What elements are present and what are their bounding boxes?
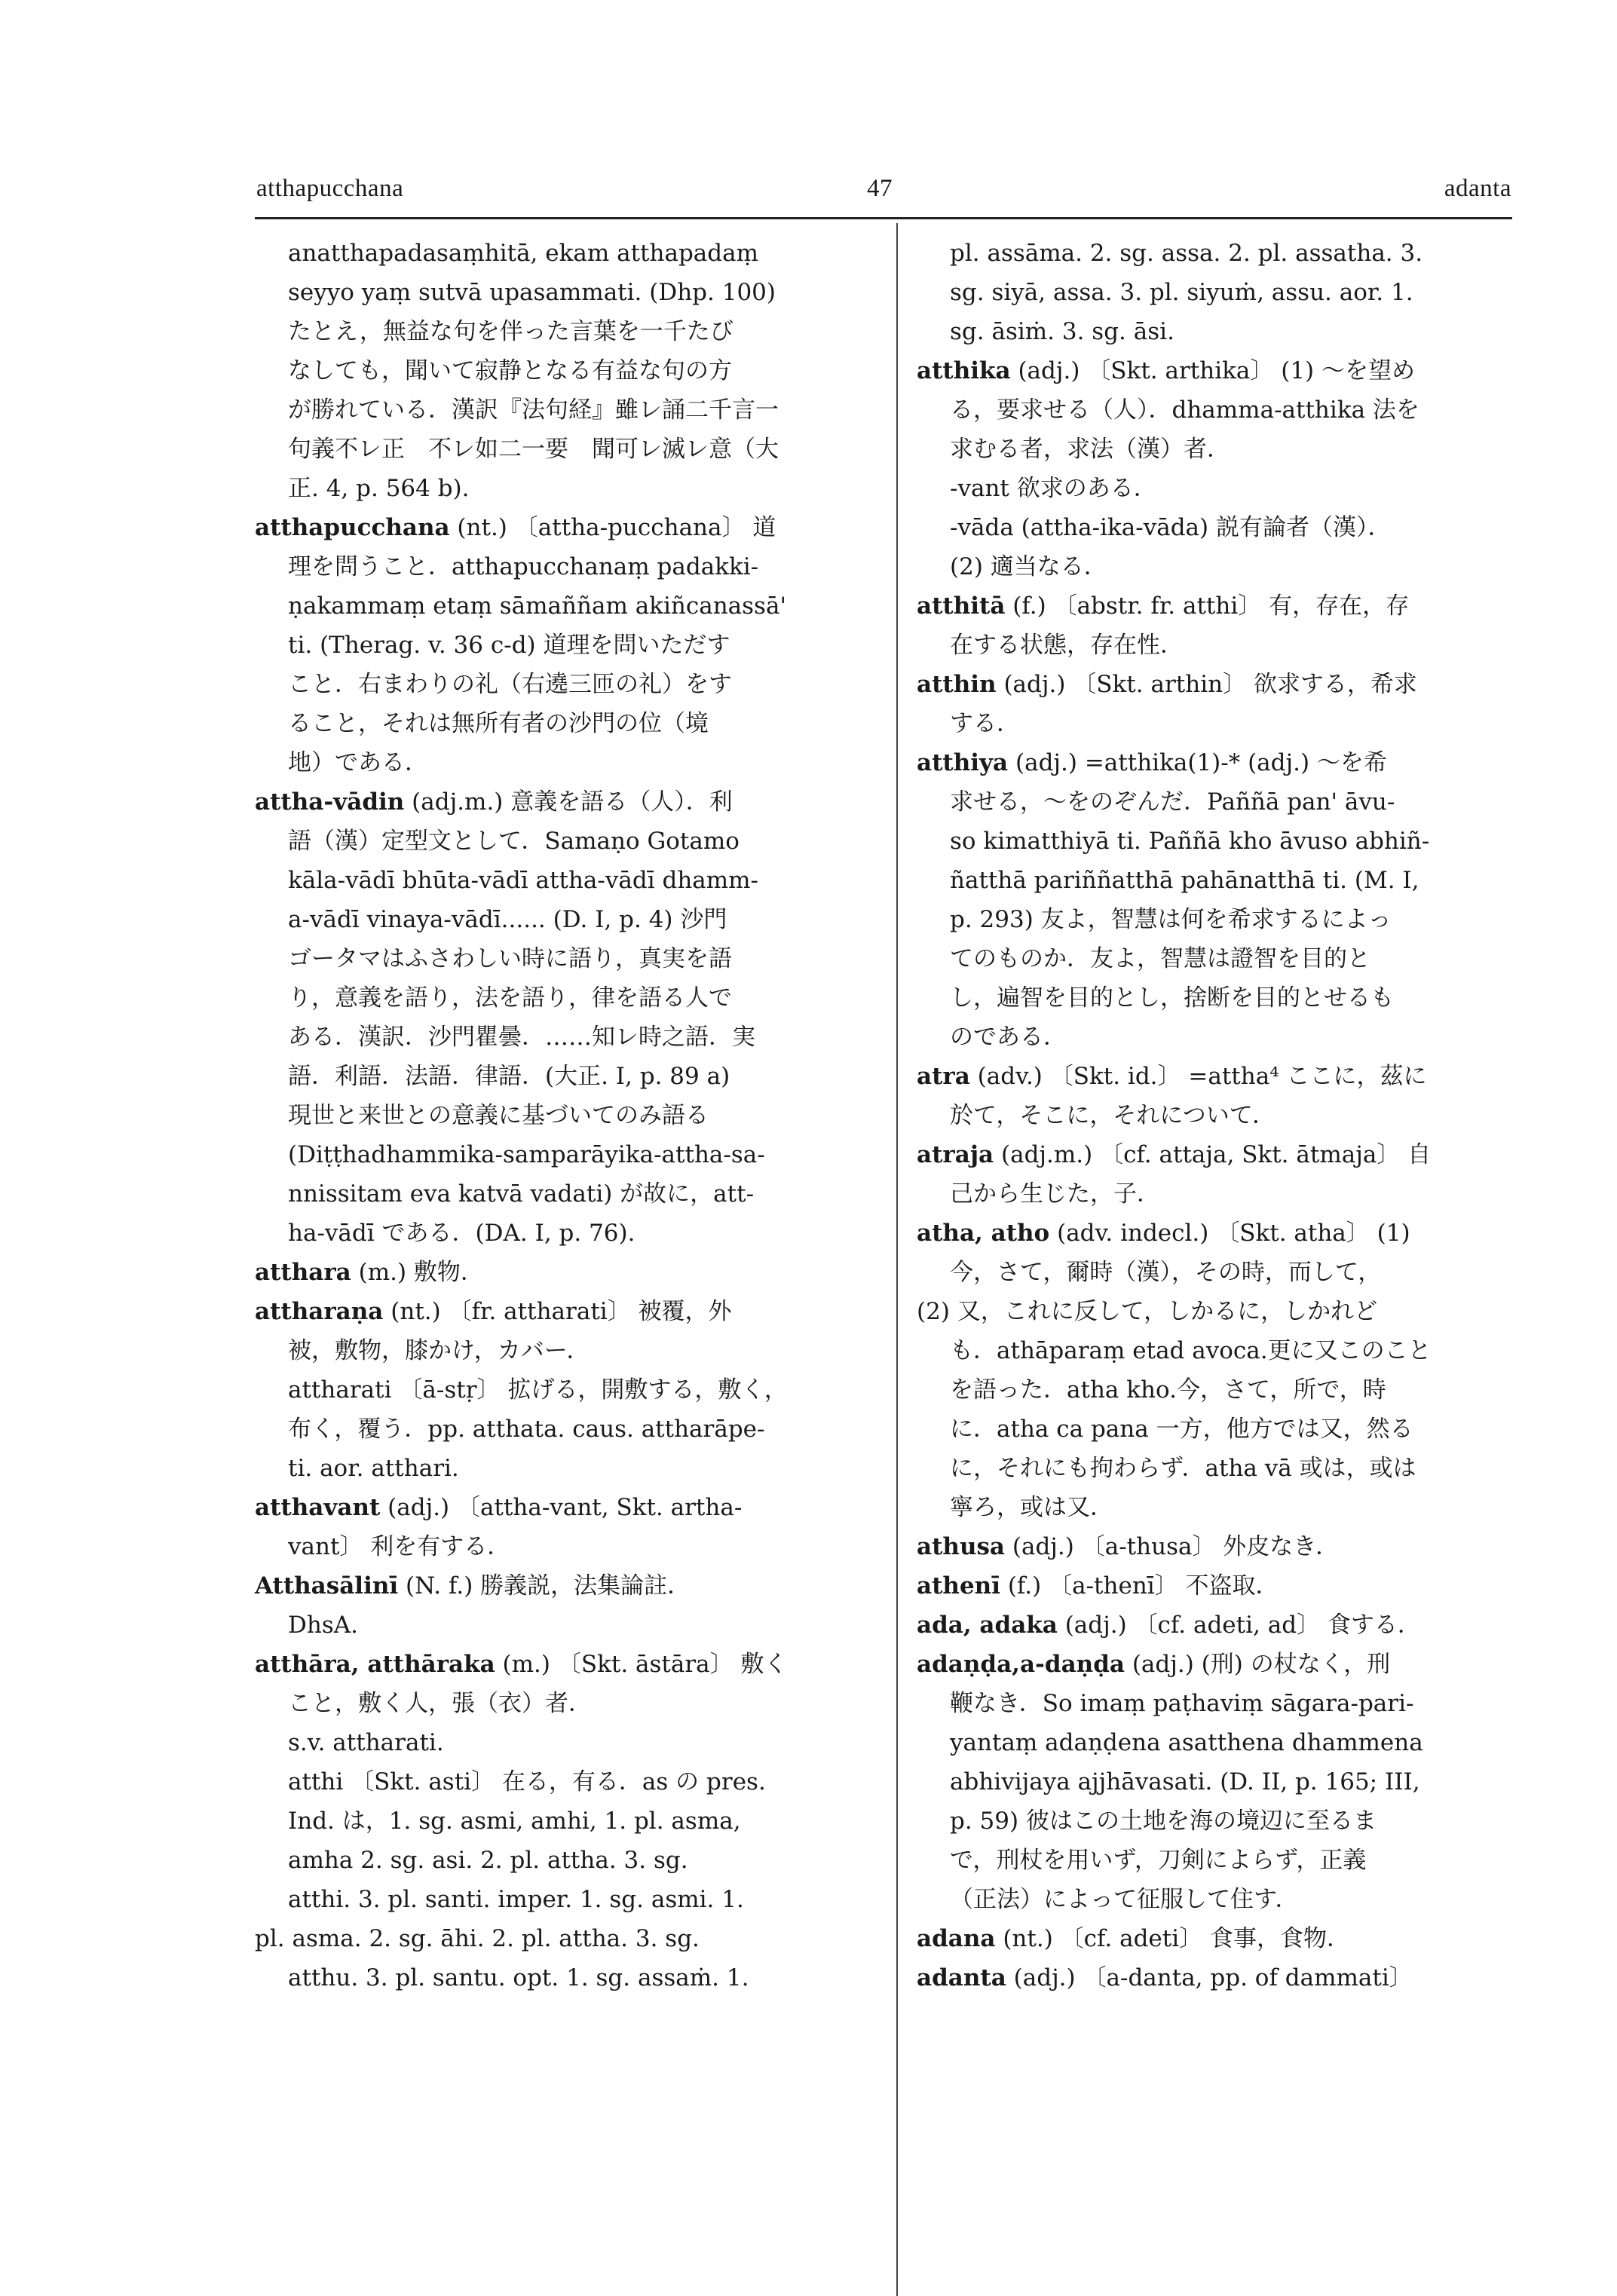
dictionary-line: so kimatthiyā ti. Paññā kho āvuso abhiñ-: [950, 828, 1430, 855]
dictionary-line: atthu. 3. pl. santu. opt. 1. sg. assaṁ. 1.: [288, 1964, 749, 1991]
dictionary-line: atthapucchana (nt.) 〔attha-pucchana〕 道: [255, 514, 776, 541]
dictionary-line: 句義不レ正 不レ如二一要 聞可レ滅レ意（大: [288, 436, 779, 463]
dictionary-line: てのものか．友よ，智慧は證智を目的と: [950, 945, 1370, 972]
headword: atthāra, atthāraka: [255, 1651, 495, 1678]
dictionary-line: p. 293) 友よ，智慧は何を希求するによっ: [950, 906, 1392, 933]
dictionary-line: p. 59) 彼はこの土地を海の境辺に至るま: [950, 1808, 1377, 1835]
dictionary-line: atthika (adj.) 〔Skt. arthika〕 (1) ～を望め: [917, 357, 1416, 384]
headword: attharaṇa: [255, 1298, 384, 1325]
headword: attha-vādin: [255, 788, 405, 816]
dictionary-line: nnissitam eva katvā vadati) が故に，att-: [288, 1180, 755, 1208]
dictionary-line: anatthapadasaṃhitā, ekam atthapadaṃ: [288, 240, 759, 267]
headword: ada, adaka: [917, 1612, 1058, 1639]
headword: adanta: [917, 1964, 1006, 1991]
dictionary-line: する．: [950, 710, 1020, 737]
dictionary-line: (2) 適当なる．: [950, 553, 1107, 580]
dictionary-line: a-vādī vinaya-vādī...... (D. I, p. 4) 沙門: [288, 906, 727, 933]
headword: atthitā: [917, 592, 1006, 620]
dictionary-line: -vāda (attha-ika-vāda) 説有論者（漢）．: [950, 514, 1392, 541]
dictionary-line: 於て，そこに，それについて．: [950, 1102, 1276, 1129]
dictionary-line: に，それにも拘わらず．atha vā 或は，或は: [950, 1455, 1416, 1482]
dictionary-line: seyyo yaṃ sutvā upasammati. (Dhp. 100): [288, 279, 776, 306]
headword: atthapucchana: [255, 514, 450, 541]
dictionary-line: のである．: [950, 1024, 1067, 1051]
dictionary-line: 理を問うこと．atthapucchanaṃ padakki-: [288, 553, 759, 580]
dictionary-line: kāla-vādī bhūta-vādī attha-vādī dhamm-: [288, 867, 759, 894]
headword: atthika: [917, 357, 1011, 384]
running-head-left: atthapucchana: [256, 175, 404, 202]
dictionary-line: attharaṇa (nt.) 〔fr. attharati〕 被覆，外: [255, 1298, 732, 1325]
header-rule: [255, 217, 1512, 219]
dictionary-line: る，要求せる（人）．dhamma-atthika 法を: [950, 396, 1419, 424]
dictionary-line: ti. aor. atthari.: [288, 1455, 459, 1482]
dictionary-line: ti. (Therag. v. 36 c-d) 道理を問いただす: [288, 632, 730, 659]
dictionary-line: atthāra, atthāraka (m.) 〔Skt. āstāra〕 敷く: [255, 1651, 788, 1678]
dictionary-line: に．atha ca pana 一方，他方では又，然る: [950, 1416, 1413, 1443]
dictionary-line: なしても，聞いて寂静となる有益な句の方: [288, 357, 732, 384]
dictionary-line: athenī (f.) 〔a-thenī〕 不盗取．: [917, 1572, 1279, 1600]
dictionary-line: atthara (m.) 敷物．: [255, 1259, 484, 1286]
dictionary-line: り，意義を語り，法を語り，律を語る人で: [288, 984, 732, 1012]
dictionary-line: atthitā (f.) 〔abstr. fr. atthi〕 有，存在，存: [917, 592, 1410, 620]
dictionary-line: ること，それは無所有者の沙門の位（境: [288, 710, 709, 737]
dictionary-line: ha-vādī である．(DA. I, p. 76).: [288, 1220, 635, 1247]
dictionary-line: こと．右まわりの礼（右遶三匝の礼）をす: [288, 671, 732, 698]
dictionary-line: (2) 又，これに反して，しかるに，しかれど: [917, 1298, 1378, 1325]
dictionary-line: 語．利語．法語．律語．(大正. I, p. 89 a): [288, 1063, 730, 1090]
dictionary-line: 寧ろ，或は又．: [950, 1494, 1113, 1521]
right-column: [917, 234, 1512, 1998]
headword: atra: [917, 1063, 970, 1090]
dictionary-line: （正法）によって征服して住す．: [950, 1886, 1299, 1913]
column-divider: [896, 223, 898, 2296]
dictionary-line: を語った．atha kho.今，さて，所で，時: [950, 1376, 1386, 1404]
dictionary-line: Ind. は，1. sg. asmi, amhi, 1. pl. asma,: [288, 1808, 741, 1835]
dictionary-line: 布く，覆う．pp. atthata. caus. attharāpe-: [288, 1416, 765, 1443]
dictionary-line: し，遍智を目的とし，捨断を目的とせるも: [950, 984, 1394, 1012]
headword: atthara: [255, 1259, 351, 1286]
dictionary-line: こと，敷く人，張（衣）者．: [288, 1690, 592, 1717]
dictionary-line: atra (adv.) 〔Skt. id.〕 =attha⁴ ここに，茲に: [917, 1063, 1427, 1090]
dictionary-line: atthin (adj.) 〔Skt. arthin〕 欲求する，希求: [917, 671, 1417, 698]
dictionary-line: attharati 〔ā-stṛ〕 拡げる，開敷する，敷く，: [288, 1376, 788, 1404]
dictionary-line: ṇakammaṃ etaṃ sāmaññam akiñcanassā': [288, 592, 786, 620]
dictionary-line: が勝れている．漢訳『法句経』雖レ誦二千言一: [288, 396, 779, 424]
dictionary-line: ある．漢訳．沙門瞿曇．……知レ時之語．実: [288, 1024, 755, 1051]
headword: atthiya: [917, 749, 1009, 776]
dictionary-line: atha, atho (adv. indecl.) 〔Skt. atha〕 (1): [917, 1220, 1410, 1247]
dictionary-line: s.v. attharati.: [288, 1729, 444, 1756]
dictionary-line: 被，敷物，膝かけ，カバー．: [288, 1337, 590, 1364]
dictionary-line: (Diṭṭhadhammika-samparāyika-attha-sa-: [288, 1141, 765, 1168]
headword: athusa: [917, 1533, 1006, 1560]
dictionary-line: adana (nt.) 〔cf. adeti〕 食事，食物．: [917, 1925, 1350, 1952]
dictionary-line: pl. asma. 2. sg. āhi. 2. pl. attha. 3. sg.: [255, 1925, 700, 1952]
headword: atthin: [917, 671, 997, 698]
dictionary-line: sg. siyā, assa. 3. pl. siyuṁ, assu. aor. 1.: [950, 279, 1413, 306]
headword: atha, atho: [917, 1220, 1050, 1247]
dictionary-line: atthi. 3. pl. santi. imper. 1. sg. asmi. 1.: [288, 1886, 744, 1913]
running-head-right: adanta: [1444, 175, 1511, 202]
dictionary-line: amha 2. sg. asi. 2. pl. attha. 3. sg.: [288, 1847, 688, 1874]
dictionary-line: 鞭なき．So imaṃ paṭhaviṃ sāgara-pari-: [950, 1690, 1414, 1717]
dictionary-line: 語（漢）定型文として．Samaṇo Gotamo: [288, 828, 740, 855]
dictionary-line: 地）である．: [288, 749, 428, 776]
dictionary-line: sg. āsiṁ. 3. sg. āsi.: [950, 318, 1174, 345]
dictionary-line: athusa (adj.) 〔a-thusa〕 外皮なき．: [917, 1533, 1340, 1560]
dictionary-line: adaṇḍa,a-daṇḍa (adj.) (刑) の杖なく，刑: [917, 1651, 1391, 1678]
dictionary-line: attha-vādin (adj.m.) 意義を語る（人）．利: [255, 788, 733, 816]
dictionary-line: 今，さて，爾時（漢），その時，而して，: [950, 1259, 1382, 1286]
headword: atraja: [917, 1141, 994, 1168]
dictionary-line: で，刑杖を用いず，刀剣によらず，正義: [950, 1847, 1367, 1874]
dictionary-line: たとえ，無益な句を伴った言葉を一千たび: [288, 318, 733, 345]
dictionary-line: -vant 欲求のある．: [950, 475, 1157, 502]
left-column: [255, 234, 873, 1998]
dictionary-line: 現世と来世との意義に基づいてのみ語る: [288, 1102, 709, 1129]
dictionary-line: 己から生じた，子．: [950, 1180, 1160, 1208]
dictionary-line: yantaṃ adaṇḍena asatthena dhammena: [950, 1729, 1423, 1756]
dictionary-line: atthiya (adj.) =atthika(1)-* (adj.) ～を希: [917, 749, 1387, 776]
headword: athenī: [917, 1572, 1000, 1600]
headword: adana: [917, 1925, 996, 1952]
dictionary-line: 求むる者，求法（漢）者．: [950, 436, 1230, 463]
page-number: 47: [867, 175, 893, 202]
dictionary-line: atraja (adj.m.) 〔cf. attaja, Skt. ātmaja〕 自: [917, 1141, 1432, 1168]
dictionary-line: 在する状態，存在性．: [950, 632, 1184, 659]
dictionary-line: 求せる，～をのぞんだ．Paññā pan' āvu-: [950, 788, 1395, 816]
dictionary-line: ada, adaka (adj.) 〔cf. adeti, ad〕 食する．: [917, 1612, 1421, 1639]
headword: atthavant: [255, 1494, 381, 1521]
dictionary-line: abhivijaya ajjhāvasati. (D. II, p. 165; III,: [950, 1768, 1420, 1795]
dictionary-line: adanta (adj.) 〔a-danta, pp. of dammati〕: [917, 1964, 1413, 1991]
dictionary-line: atthavant (adj.) 〔attha-vant, Skt. artha-: [255, 1494, 743, 1521]
dictionary-line: ゴータマはふさわしい時に語り，真実を語: [288, 945, 732, 972]
dictionary-line: atthi 〔Skt. asti〕 在る，有る．as の pres.: [288, 1768, 766, 1795]
dictionary-line: pl. assāma. 2. sg. assa. 2. pl. assatha. 3.: [950, 240, 1423, 267]
dictionary-line: vant〕 利を有する．: [288, 1533, 511, 1560]
dictionary-line: DhsA.: [288, 1612, 358, 1639]
headword: adaṇḍa,a-daṇḍa: [917, 1651, 1125, 1678]
dictionary-line: 正. 4, p. 564 b).: [288, 475, 470, 502]
dictionary-line: も．athāparaṃ etad avoca.更に又このこと: [950, 1337, 1432, 1364]
dictionary-line: Atthasālinī (N. f.) 勝義説，法集論註．: [255, 1572, 691, 1600]
dictionary-line: ñatthā pariññatthā pahānatthā ti. (M. I,: [950, 867, 1419, 894]
headword: Atthasālinī: [255, 1572, 399, 1600]
